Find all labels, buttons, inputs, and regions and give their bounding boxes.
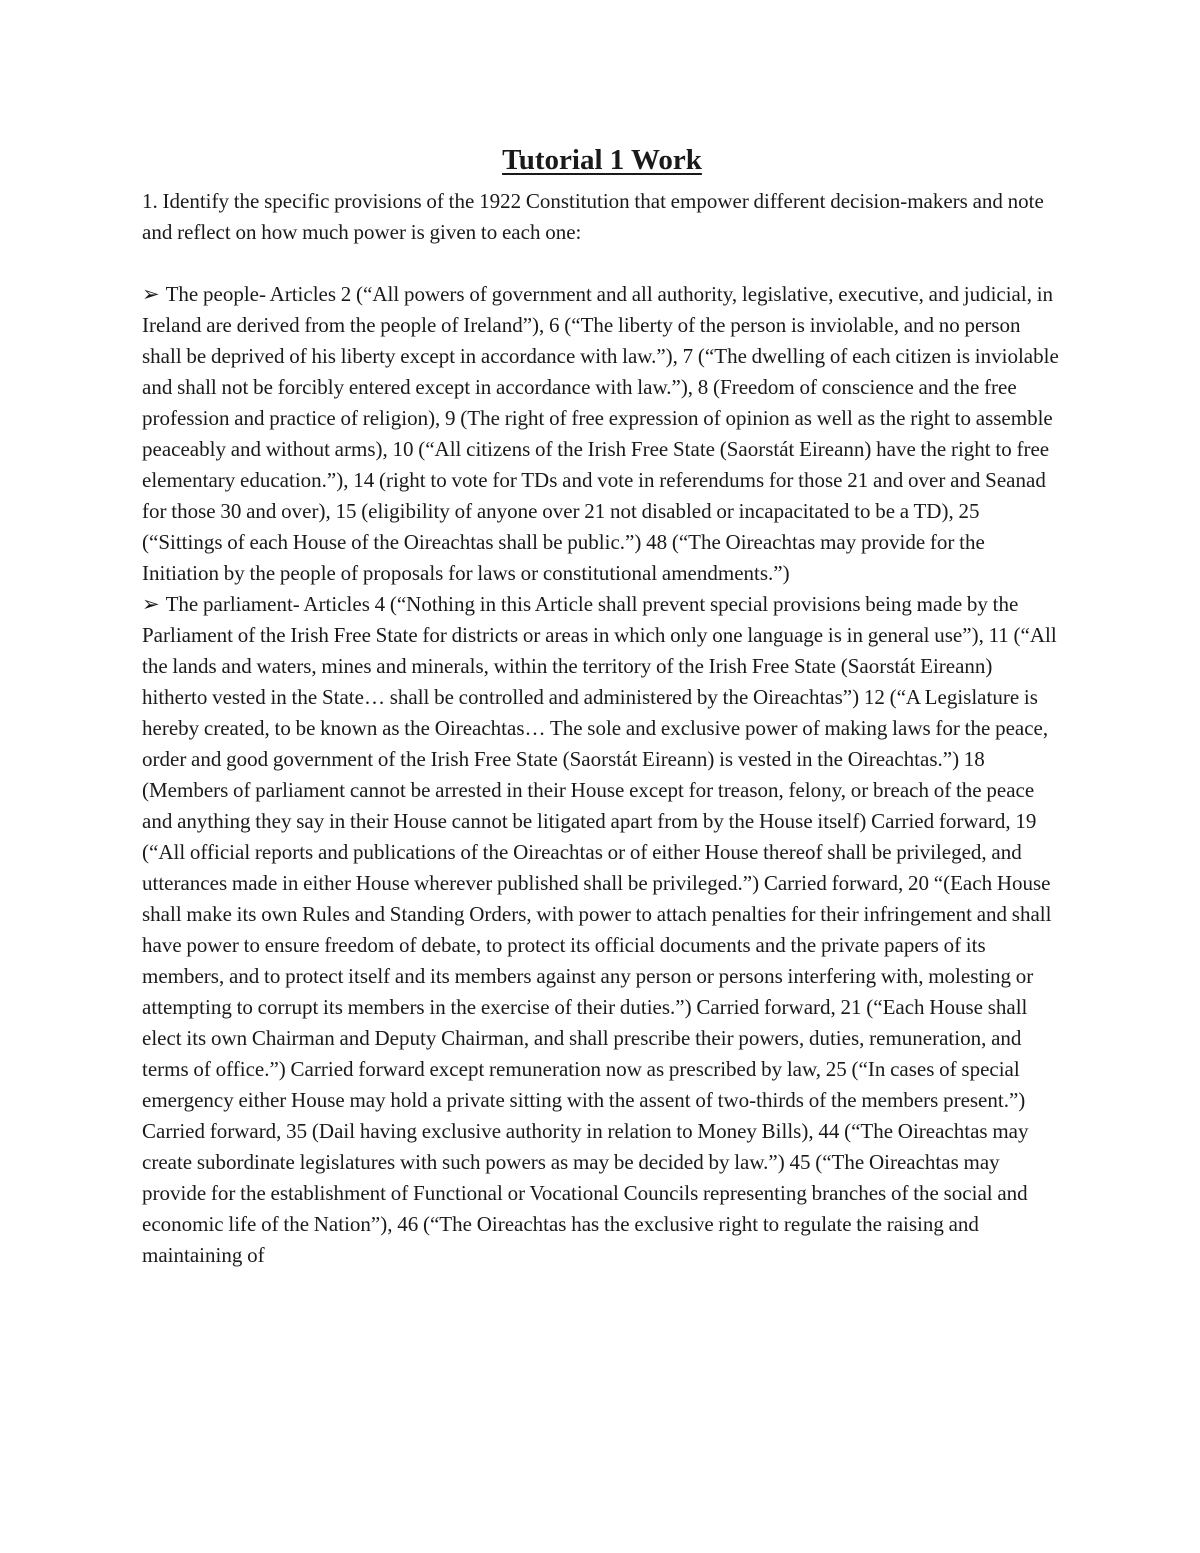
list-item-people [142, 279, 1062, 589]
document-page [142, 140, 1062, 1271]
arrow-bullet-icon: ➢ [142, 282, 160, 306]
list-item-parliament [142, 589, 1062, 1271]
question-text: 1. Identify the specific provisions of the 1922 Constitution that empower different decision-makers and note and reflect on how much power is given to each one: [142, 189, 1044, 244]
blank-line [142, 248, 1062, 279]
page-title: Tutorial 1 Work [502, 144, 702, 176]
arrow-bullet-icon: ➢ [142, 592, 160, 616]
list-item-text: The people- Articles 2 (“All powers of government and all authority, legislative, executive, and judicial, in Ireland are derived from the people of Ireland”), 6 (“The liberty of the person is inviolable, and no person shall be deprived of his liberty except in accordance with law.”), 7 (“The dwelling of each citizen is inviolable and shall not be forcibly entered except in accordance with law.”), 8 (Freedom of conscience and the free profession and practice of religion), 9 (The right of free expression of opinion as well as the right to assemble peaceably and without arms), 10 (“All citizens of the Irish Free State (Saorstát Eireann) have the right to free elementary education.”), 14 (right to vote for TDs and vote in referendums for those 21 and over and Seanad for those 30 and over), 15 (eligibility of anyone over 21 not disabled or incapacitated to be a TD), 25 (“Sittings of each House of the Oireachtas shall be public.”) 48 (“The Oireachtas may provide for the Initiation by the people of proposals for laws or constitutional amendments.”) [142, 282, 1059, 585]
list-item-text: The parliament- Articles 4 (“Nothing in this Article shall prevent special provisions being made by the Parliament of the Irish Free State for districts or areas in which only one language is in general use”), 11 (“All the lands and waters, mines and minerals, within the territory of the Irish Free State (Saorstát Eireann) hitherto vested in the State… shall be controlled and administered by the Oireachtas”) 12 (“A Legislature is hereby created, to be known as the Oireachtas… The sole and exclusive power of making laws for the peace, order and good government of the Irish Free State (Saorstát Eireann) is vested in the Oireachtas.”) 18 (Members of parliament cannot be arrested in their House except for treason, felony, or breach of the peace and anything they say in their House cannot be litigated apart from by the House itself) Carried forward, 19 (“All official reports and publications of the Oireachtas or of either House thereof shall be privileged, and utterances made in either House wherever published shall be privileged.”) Carried forward, 20 “(Each House shall make its own Rules and Standing Orders, with power to attach penalties for their infringement and shall have power to ensure freedom of debate, to protect its official documents and the private papers of its members, and to protect itself and its members against any person or persons interfering with, molesting or attempting to corrupt its members in the exercise of their duties.”) Carried forward, 21 (“Each House shall elect its own Chairman and Deputy Chairman, and shall prescribe their powers, duties, remuneration, and terms of office.”) Carried forward except remuneration now as prescribed by law, 25 (“In cases of special emergency either House may hold a private sitting with the assent of two-thirds of the members present.”) Carried forward, 35 (Dail having exclusive authority in relation to Money Bills), 44 (“The Oireachtas may create subordinate legislatures with such powers as may be decided by law.”) 45 (“The Oireachtas may provide for the establishment of Functional or Vocational Councils representing branches of the social and economic life of the Nation”), 46 (“The Oireachtas has the exclusive right to regulate the raising and maintaining of [142, 592, 1057, 1267]
